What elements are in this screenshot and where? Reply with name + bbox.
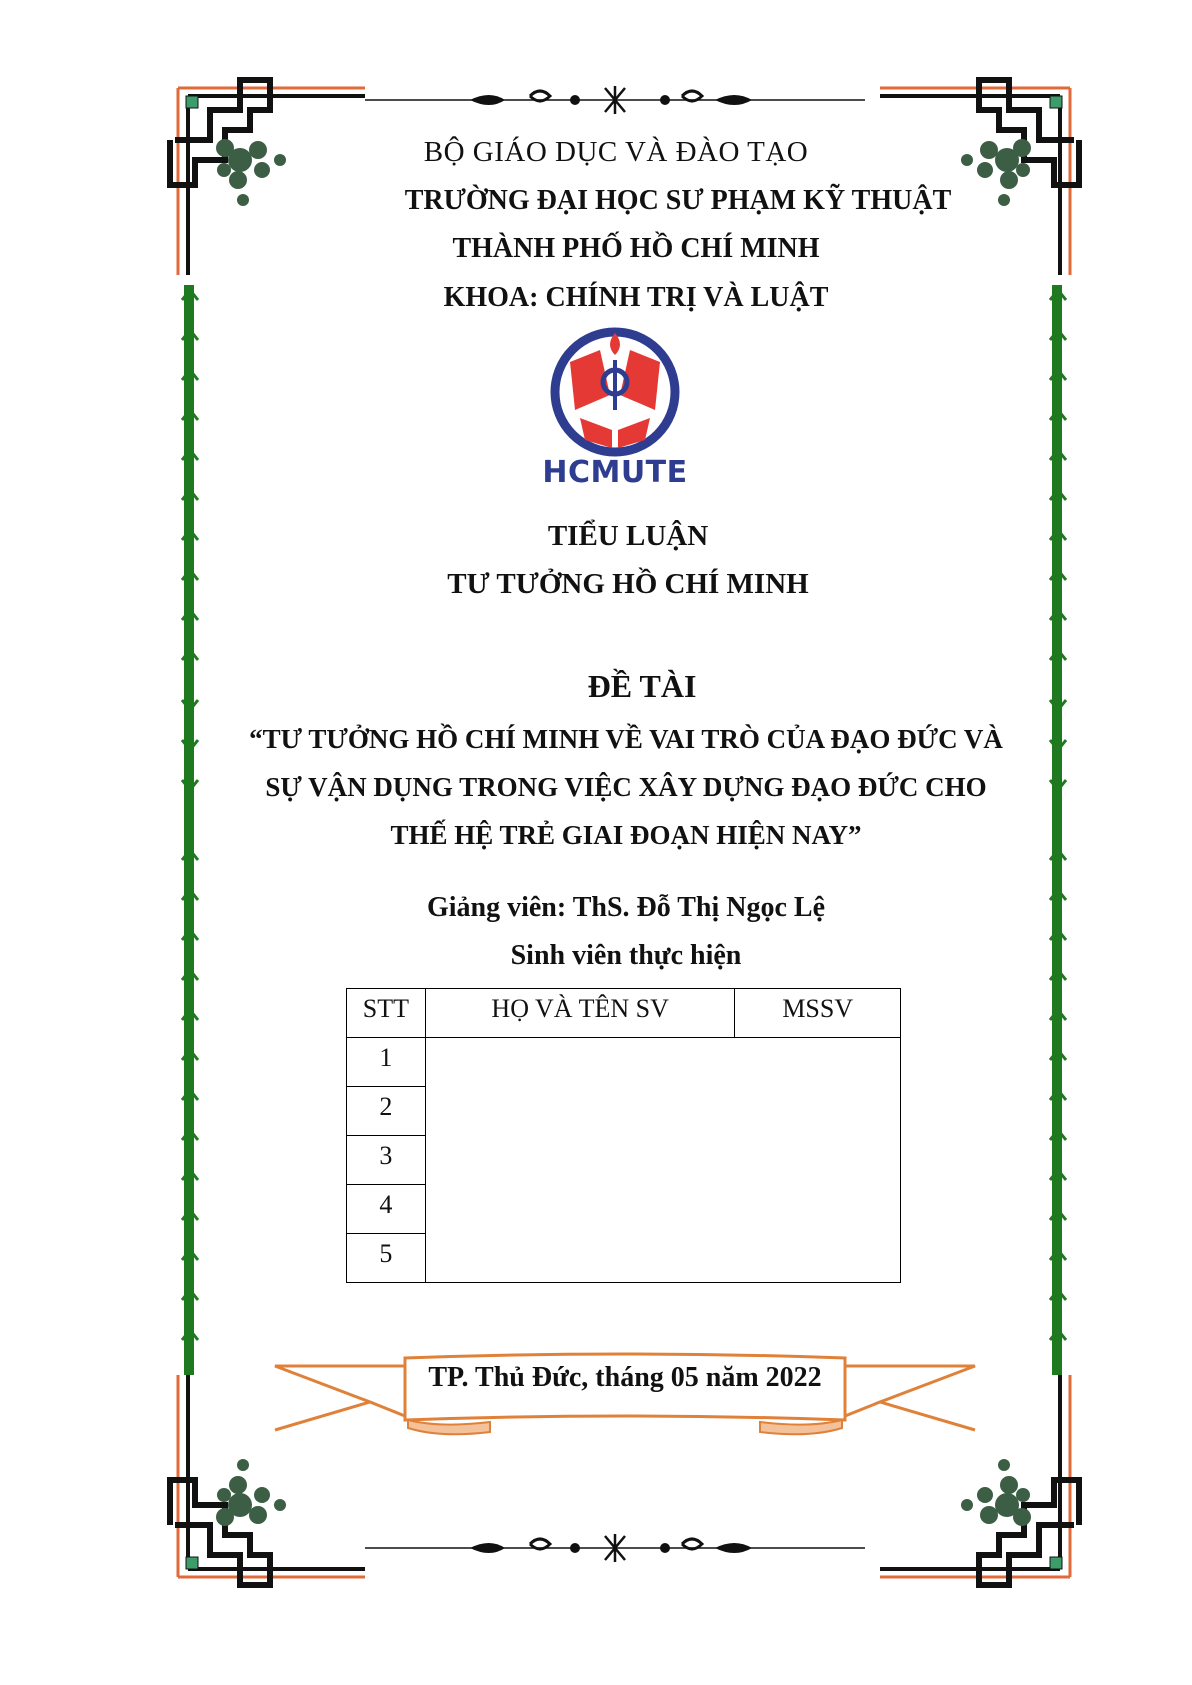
table-row: [347, 1087, 901, 1136]
table-row: [347, 1038, 901, 1087]
topic-line-2: SỰ VẬN DỤNG TRONG VIỆC XÂY DỰNG ĐẠO ĐỨC CHO: [265, 772, 987, 802]
header-stt: STT: [347, 989, 426, 1038]
corner-bottom-left-icon: [170, 1375, 365, 1585]
table-header-row: [347, 989, 901, 1038]
place-date: TP. Thủ Đức, tháng 05 năm 2022: [428, 1362, 822, 1393]
corner-bottom-right-icon: [880, 1375, 1079, 1585]
name-cell: [425, 1234, 735, 1283]
table-row: [347, 1234, 901, 1283]
topic-line-3: THẾ HỆ TRẺ GIAI ĐOẠN HIỆN NAY”: [390, 820, 862, 850]
bottom-ornament-icon: [365, 1534, 865, 1562]
essay-type: TIỂU LUẬN: [547, 520, 709, 552]
name-cell: [425, 1185, 735, 1234]
id-cell: [735, 1136, 901, 1185]
id-cell: [735, 1038, 901, 1087]
student-table: [346, 988, 901, 1283]
row-number: 3: [347, 1136, 426, 1185]
id-cell: [735, 1234, 901, 1283]
school-name-line1: TRƯỜNG ĐẠI HỌC SƯ PHẠM KỸ THUẬT: [404, 185, 952, 216]
name-cell: [425, 1087, 735, 1136]
header-student-id: MSSV: [735, 989, 901, 1038]
row-number: 5: [347, 1234, 426, 1283]
table-row: [347, 1185, 901, 1234]
hcmute-logo-icon: [555, 332, 675, 452]
row-number: 4: [347, 1185, 426, 1234]
faculty-name: KHOA: CHÍNH TRỊ VÀ LUẬT: [443, 282, 829, 313]
header-name: HỌ VÀ TÊN SV: [425, 989, 735, 1038]
row-number: 1: [347, 1038, 426, 1087]
name-cell: [425, 1136, 735, 1185]
essay-subject: TƯ TƯỞNG HỒ CHÍ MINH: [447, 568, 809, 600]
students-heading: Sinh viên thực hiện: [510, 940, 742, 971]
school-name-line2: THÀNH PHỐ HỒ CHÍ MINH: [452, 233, 820, 264]
ministry-name: BỘ GIÁO DỤC VÀ ĐÀO TẠO: [423, 136, 809, 168]
lecturer-line: Giảng viên: ThS. Đỗ Thị Ngọc Lệ: [426, 892, 826, 923]
top-ornament-icon: [365, 86, 865, 114]
id-cell: [735, 1087, 901, 1136]
topic-label: ĐỀ TÀI: [587, 668, 697, 704]
topic-line-1: “TƯ TƯỞNG HỒ CHÍ MINH VỀ VAI TRÒ CỦA ĐẠO ĐỨC VÀ: [249, 724, 1003, 754]
logo-text: HCMUTE: [542, 455, 688, 490]
name-cell: [425, 1038, 735, 1087]
id-cell: [735, 1185, 901, 1234]
row-number: 2: [347, 1087, 426, 1136]
table-row: [347, 1136, 901, 1185]
